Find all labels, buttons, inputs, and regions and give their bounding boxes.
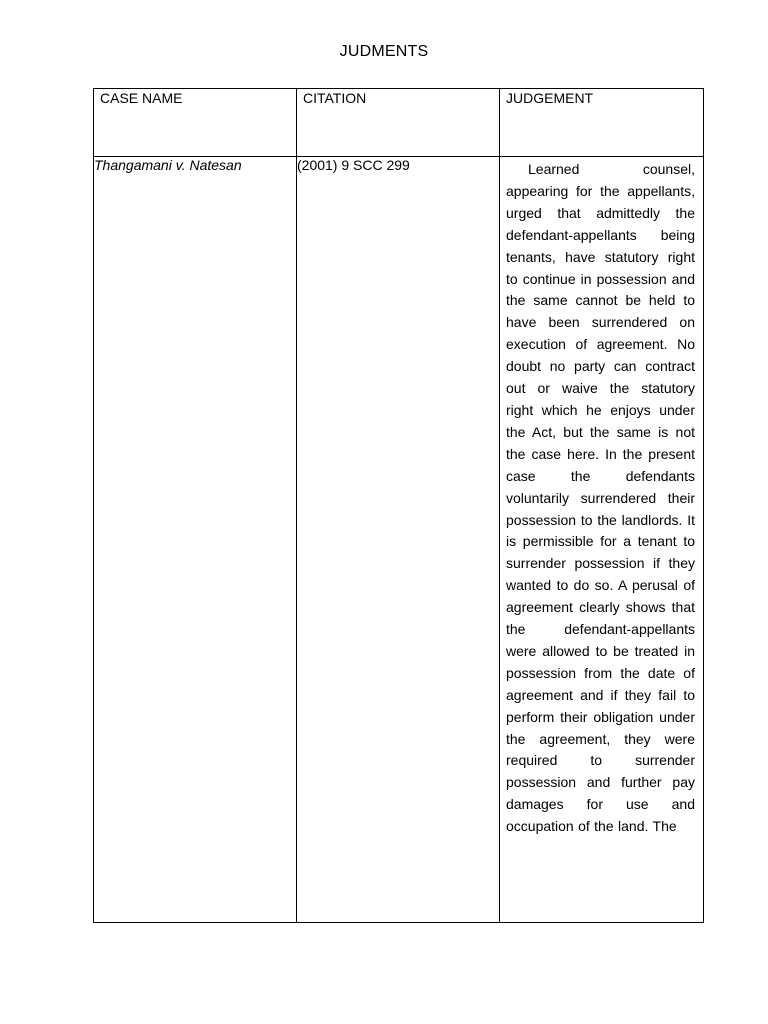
header-judgement: JUDGEMENT (500, 89, 704, 157)
judgments-table (93, 88, 704, 923)
table-row (94, 157, 704, 923)
judgement-text: Learned counsel, appearing for the appellants, urged that admittedly the defendant-appellants being tenants, have statutory right to continue in possession and the same cannot be held to have been surrendered on execution of agreement. No doubt no party can contract out or waive the statutory right which he enjoys under the Act, but the same is not the case here. In the present case the defendants voluntarily surrendered their possession to the landlords. It is permissible for a tenant to surrender possession if they wanted to do so. A perusal of agreement clearly shows that the defendant-appellants were allowed to be treated in possession from the date of agreement and if they fail to perform their obligation under the agreement, they were required to surrender possession and further pay damages for use and occupation of the land. The (506, 161, 695, 835)
header-citation: CITATION (297, 89, 500, 157)
judgement-cell (500, 157, 704, 923)
citation-cell: (2001) 9 SCC 299 (297, 157, 500, 923)
table-header-row (94, 89, 704, 157)
case-name-cell: Thangamani v. Natesan (94, 157, 297, 923)
header-case-name: CASE NAME (94, 89, 297, 157)
page-title: JUDMENTS (339, 43, 429, 60)
